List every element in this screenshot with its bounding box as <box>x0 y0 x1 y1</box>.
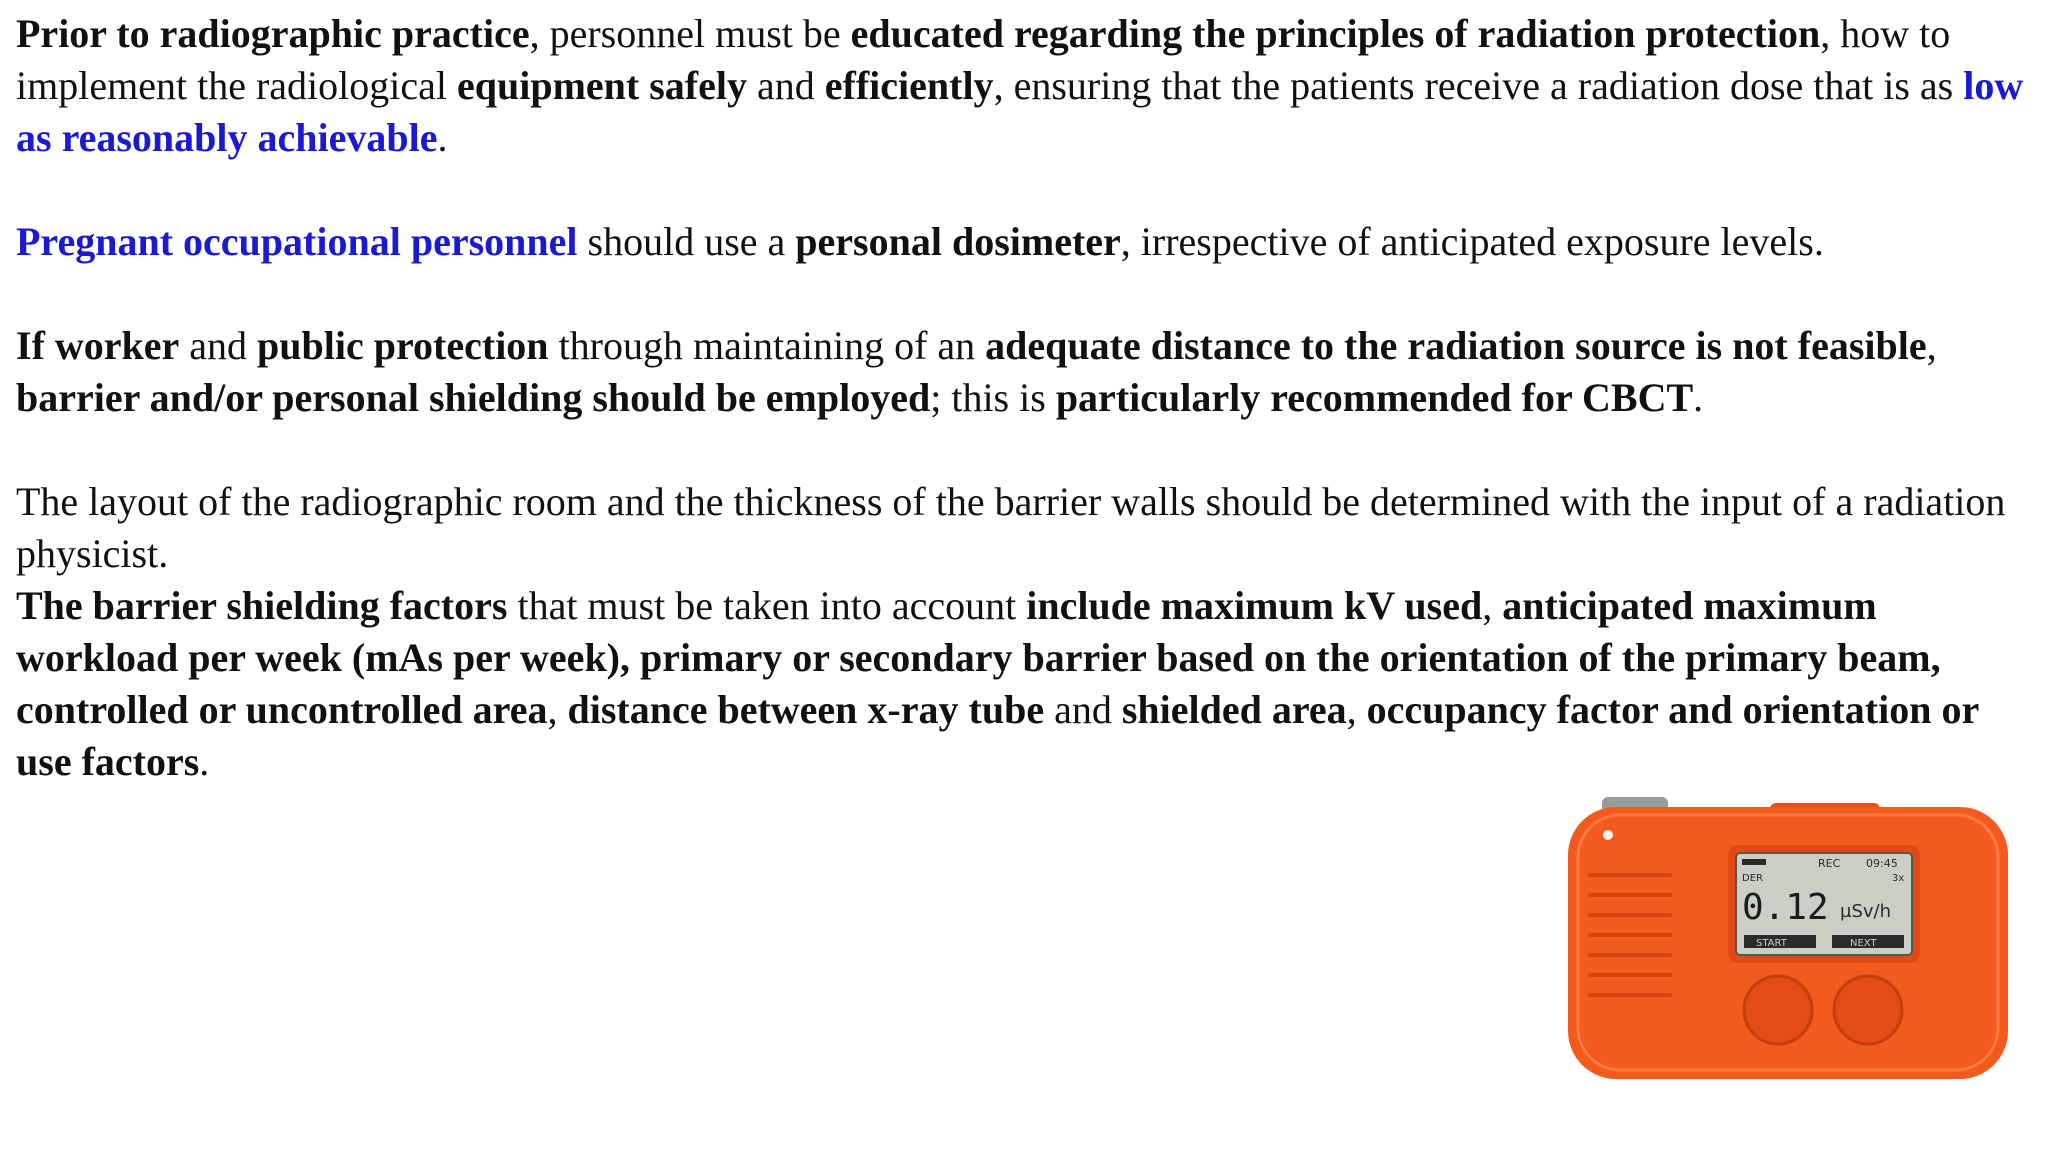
text-bold: distance between x-ray tube <box>567 687 1045 732</box>
text-bold: The barrier shielding factors <box>16 583 508 628</box>
dosimeter-grip <box>1590 875 1670 995</box>
paragraph-pregnant <box>16 216 2026 268</box>
dosimeter-led <box>1603 830 1613 840</box>
text-normal: , ensuring that the patients receive a radiation dose that is as <box>993 63 1964 108</box>
text-bold: educated regarding the principles of radiation protection <box>850 11 1821 56</box>
text-bold: include maximum kV used <box>1026 583 1483 628</box>
battery-icon <box>1742 859 1766 865</box>
personal-dosimeter-image <box>1560 795 2020 1085</box>
paragraph-shielding <box>16 320 2026 424</box>
paragraph-gap <box>16 424 2026 476</box>
text-bold: Prior to radiographic practice <box>16 11 530 56</box>
text-normal: and <box>179 323 258 368</box>
text-normal: . <box>1693 375 1704 420</box>
text-normal: The layout of the radiographic room and the thickness of the barrier walls should be determined with the input of a radiation physicist. <box>16 479 2006 576</box>
text-normal: , irrespective of anticipated exposure levels. <box>1120 219 1824 264</box>
text-normal: and <box>1044 687 1122 732</box>
dosimeter-right-button <box>1834 976 1902 1044</box>
text-normal: , <box>1346 687 1367 732</box>
text-bold: public protection <box>257 323 549 368</box>
lcd-reading: 0.12 <box>1742 887 1829 928</box>
dosimeter-drawing <box>1560 795 2020 1085</box>
text-normal: , <box>547 687 568 732</box>
paragraph-gap <box>16 268 2026 320</box>
text-bold: If worker <box>16 323 180 368</box>
lcd-unit: µSv/h <box>1840 901 1892 922</box>
text-normal: and <box>746 63 825 108</box>
text-normal: should use a <box>577 219 796 264</box>
lcd-mode: DER <box>1742 873 1763 884</box>
text-bold: anticipated maximum workload per week (mAs per week), primary or secondary barrier based on the orientation of the primary beam, controlled or uncontrolled area <box>16 583 1941 732</box>
text-normal: . <box>437 115 448 160</box>
text-bold: shielded area <box>1121 687 1347 732</box>
text-normal: , <box>1482 583 1503 628</box>
text-normal: . <box>199 739 210 784</box>
text-normal: that must be taken into account <box>507 583 1027 628</box>
paragraph-gap <box>16 164 2026 216</box>
paragraph-barrier-factors <box>16 580 2026 788</box>
lcd-start-label: START <box>1756 938 1787 949</box>
text-content <box>16 8 2026 788</box>
lcd-next-label: NEXT <box>1850 938 1877 949</box>
dosimeter-left-button <box>1744 976 1812 1044</box>
text-normal: through maintaining of an <box>548 323 986 368</box>
paragraph-alara <box>16 8 2026 164</box>
text-normal: ; this is <box>930 375 1056 420</box>
text-bold: barrier and/or personal shielding should be employed <box>16 375 931 420</box>
text-bold: efficiently <box>824 63 994 108</box>
lcd-multiplier: 3x <box>1892 873 1905 884</box>
text-normal: , how to implement the radiological <box>16 11 1951 108</box>
lcd-rec-label: REC <box>1818 857 1841 870</box>
text-highlight: Pregnant occupational personnel <box>16 219 578 264</box>
text-bold: personal dosimeter <box>795 219 1121 264</box>
text-normal: , <box>1926 323 1937 368</box>
text-bold: occupancy factor and orientation or use factors <box>16 687 1979 784</box>
text-highlight: low as reasonably achievable <box>16 63 2024 160</box>
lcd-time: 09:45 <box>1866 857 1898 870</box>
text-normal: , personnel must be <box>529 11 851 56</box>
paragraph-room-layout <box>16 476 2026 580</box>
text-bold: adequate distance to the radiation source is not feasible <box>985 323 1927 368</box>
text-bold: equipment safely <box>456 63 747 108</box>
text-bold: particularly recommended for CBCT <box>1055 375 1694 420</box>
